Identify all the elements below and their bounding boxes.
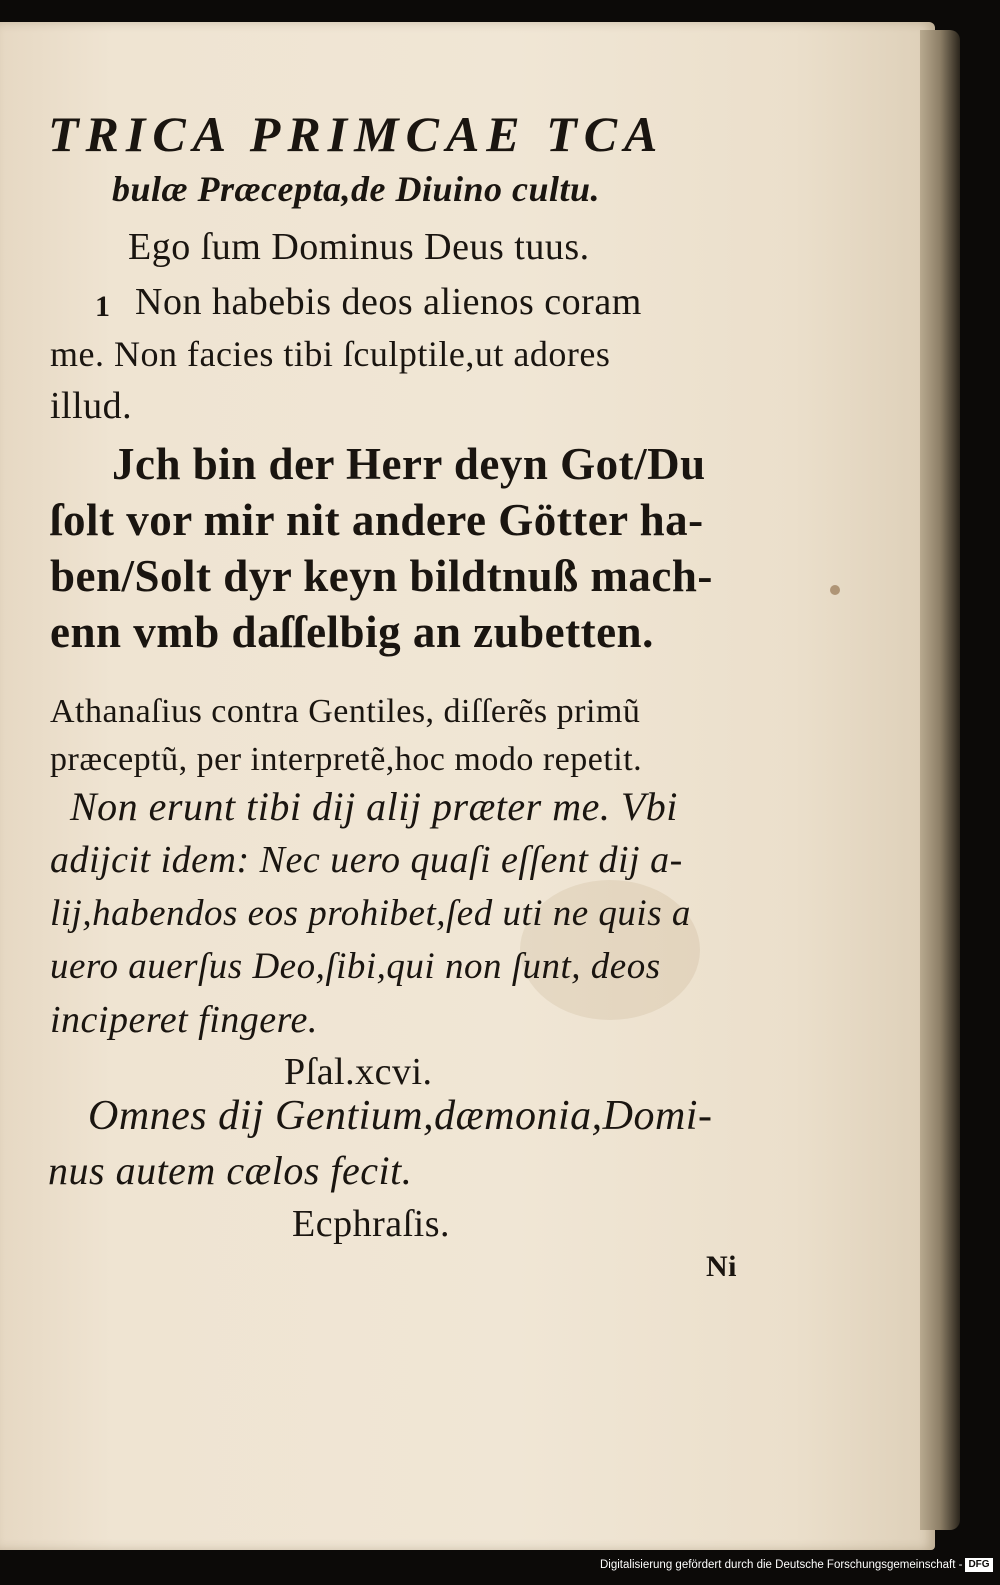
- latin-intro: Ego ſum Dominus Deus tuus.: [128, 226, 590, 268]
- german-line-1: Jch bin der Herr deyn Got/Du: [112, 439, 706, 489]
- dfg-logo: DFG: [965, 1558, 992, 1572]
- athanasius-line-4: adijcit idem: Nec uero quaſi eſſent dij a-: [50, 839, 683, 881]
- catchword: Ni: [706, 1250, 737, 1283]
- psalm-reference: Pſal.xcvi.: [284, 1051, 433, 1093]
- athanasius-line-6: uero auerſus Deo,ſibi,qui non ſunt, deos: [50, 946, 661, 987]
- german-line-4: enn vmb daſſelbig an zubetten.: [50, 607, 654, 657]
- athanasius-line-7: inciperet fingere.: [50, 999, 318, 1041]
- ecphrasis-heading: Ecphraſis.: [292, 1203, 451, 1245]
- german-line-3: ben/Solt dyr keyn bildtnuß mach-: [50, 551, 713, 601]
- athanasius-line-3: Non erunt tibi dij alij præter me. Vbi: [70, 784, 678, 829]
- latin-line-1: Non habebis deos alienos coram: [135, 281, 642, 323]
- psalm-line-1: Omnes dij Gentium,dæmonia,Domi-: [88, 1093, 713, 1139]
- german-line-2: ſolt vor mir nit andere Götter ha-: [50, 495, 704, 545]
- athanasius-line-1: Athanaſius contra Gentiles, diſſerẽs primũ: [50, 693, 641, 730]
- heading-line-1: TRICA PRIMCAE TCA: [48, 106, 665, 162]
- latin-line-2: me. Non facies tibi ſculptile,ut adores: [50, 334, 611, 374]
- athanasius-line-5: lij,habendos eos prohibet,ſed uti ne quis a: [50, 893, 691, 934]
- credit-text: Digitalisierung gefördert durch die Deutsche Forschungsgemeinschaft -: [600, 1559, 963, 1571]
- commandment-number: 1: [95, 290, 111, 323]
- heading-line-2: bulæ Præcepta,de Diuino cultu.: [112, 169, 601, 209]
- athanasius-line-2: præceptũ, per interpretẽ,hoc modo repetit.: [50, 741, 643, 778]
- psalm-line-2: nus autem cælos fecit.: [48, 1148, 413, 1193]
- latin-line-3: illud.: [50, 385, 133, 427]
- digitization-credit: [600, 1552, 990, 1578]
